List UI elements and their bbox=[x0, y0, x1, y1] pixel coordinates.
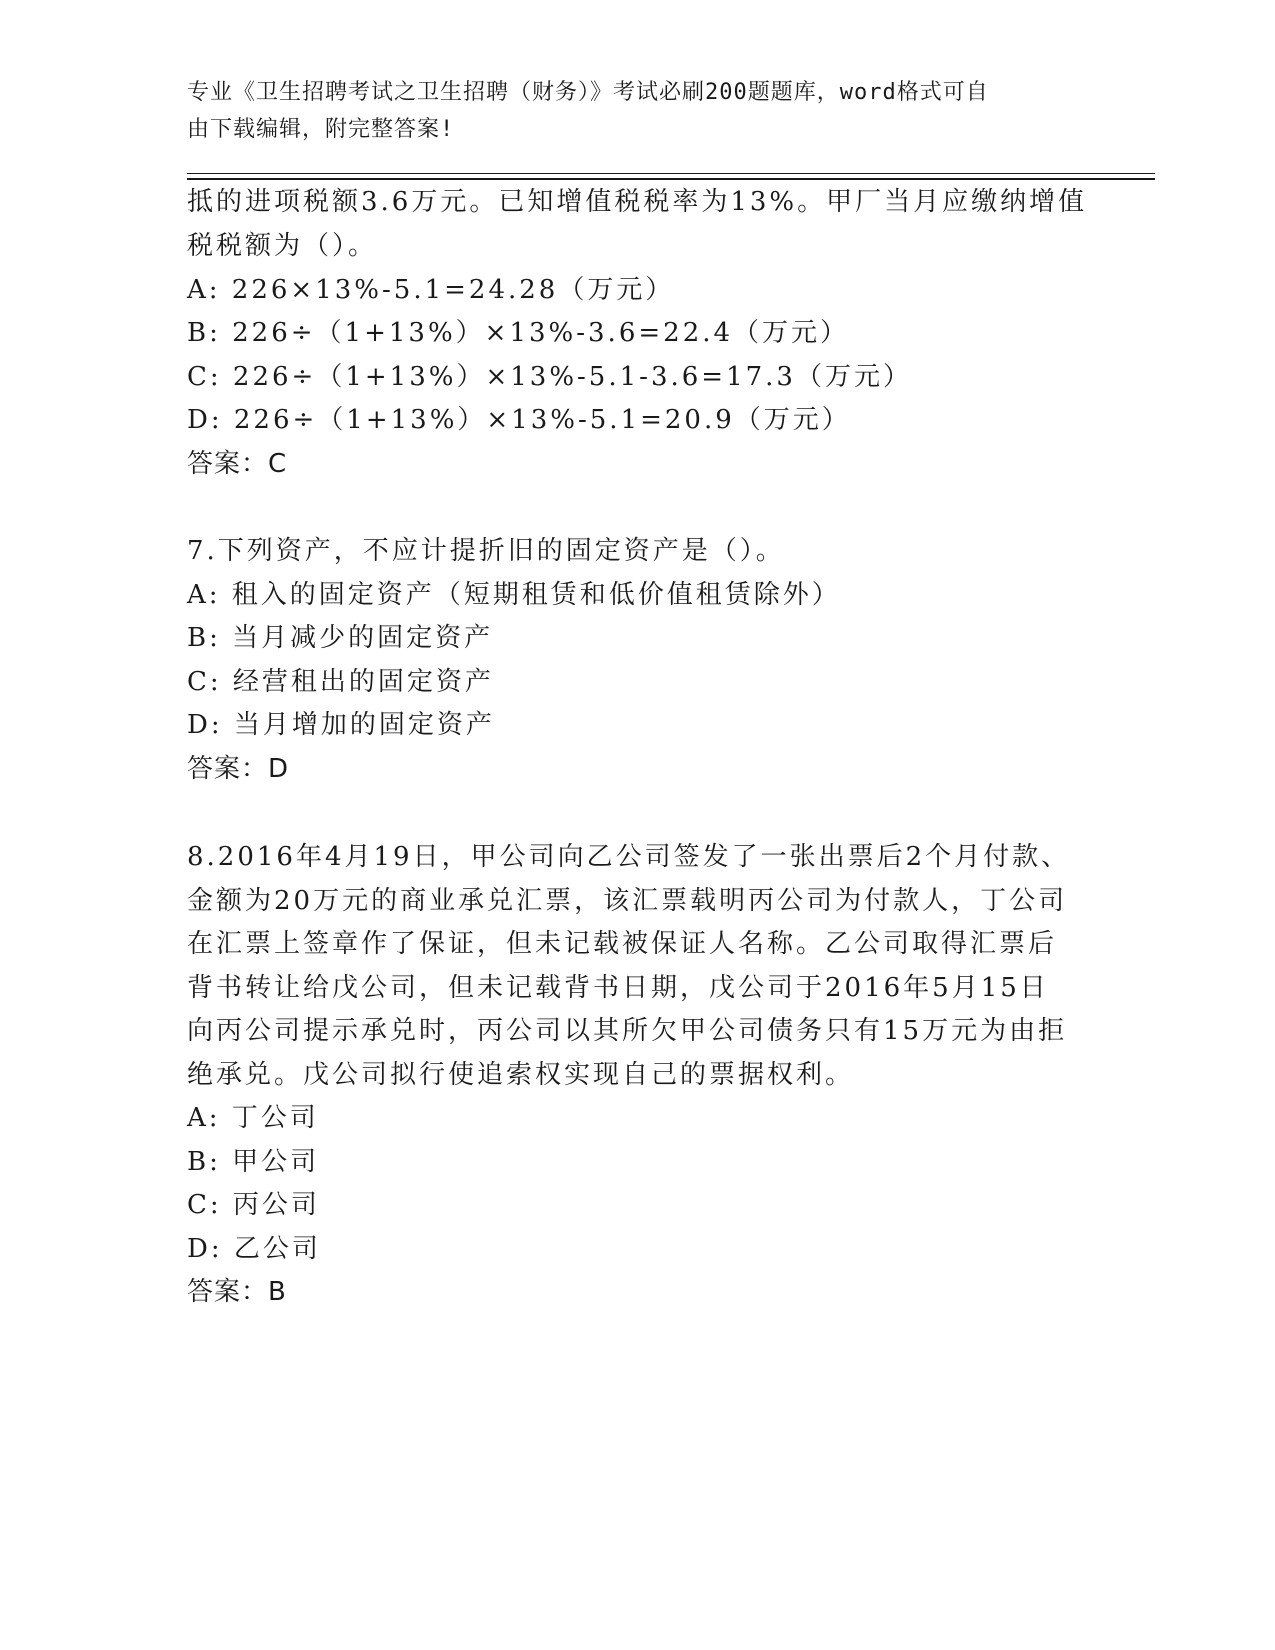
question-8-stem-line-6: 绝承兑。戊公司拟行使追索权实现自己的票据权利。 bbox=[187, 1060, 855, 1090]
question-7-option-b: B: 当月减少的固定资产 bbox=[187, 623, 494, 653]
header-divider-thin bbox=[187, 173, 1155, 174]
question-8-stem-line-3: 在汇票上签章作了保证，但未记载被保证人名称。乙公司取得汇票后 bbox=[187, 929, 1058, 959]
header-divider-thick bbox=[187, 178, 1155, 180]
question-6-stem-line-1: 抵的进项税额3.6万元。已知增值税税率为13%。甲厂当月应缴纳增值 bbox=[187, 187, 1088, 217]
header-title-line-1: 专业《卫生招聘考试之卫生招聘（财务）》考试必刷200题题库，word格式可自 bbox=[187, 80, 989, 105]
question-7-option-c: C: 经营租出的固定资产 bbox=[187, 667, 494, 697]
question-8-option-d: D: 乙公司 bbox=[187, 1234, 321, 1264]
question-7-answer: 答案：D bbox=[187, 754, 290, 784]
question-8-option-c: C: 丙公司 bbox=[187, 1190, 320, 1220]
question-8-stem-line-2: 金额为20万元的商业承兑汇票，该汇票载明丙公司为付款人，丁公司 bbox=[187, 886, 1068, 916]
question-6-option-c: C: 226÷（1+13%）×13%-5.1-3.6=17.3（万元） bbox=[187, 362, 912, 392]
question-8-answer: 答案：B bbox=[187, 1277, 287, 1307]
question-8-stem-line-4: 背书转让给戊公司，但未记载背书日期，戊公司于2016年5月15日 bbox=[187, 973, 1049, 1003]
question-7-option-a: A: 租入的固定资产（短期租赁和低价值租赁除外） bbox=[187, 580, 841, 610]
question-8-stem-line-5: 向丙公司提示承兑时，丙公司以其所欠甲公司债务只有15万元为由拒 bbox=[187, 1016, 1068, 1046]
question-8-stem-line-1: 8.2016年4月19日，甲公司向乙公司签发了一张出票后2个月付款、 bbox=[187, 842, 1071, 872]
question-6-stem-line-2: 税税额为（）。 bbox=[187, 231, 378, 261]
question-6-option-d: D: 226÷（1+13%）×13%-5.1=20.9（万元） bbox=[187, 405, 851, 435]
question-6-option-b: B: 226÷（1+13%）×13%-3.6=22.4（万元） bbox=[187, 318, 850, 348]
question-6-answer: 答案：C bbox=[187, 449, 288, 479]
question-6-option-a: A: 226×13%-5.1=24.28（万元） bbox=[187, 275, 675, 305]
question-7-option-d: D: 当月增加的固定资产 bbox=[187, 710, 495, 740]
document-header bbox=[187, 74, 1067, 148]
header-title-line-2: 由下载编辑，附完整答案! bbox=[187, 117, 455, 142]
question-8-option-b: B: 甲公司 bbox=[187, 1147, 320, 1177]
question-8-option-a: A: 丁公司 bbox=[187, 1103, 319, 1133]
question-7-stem: 7.下列资产，不应计提折旧的固定资产是（）。 bbox=[187, 536, 785, 566]
